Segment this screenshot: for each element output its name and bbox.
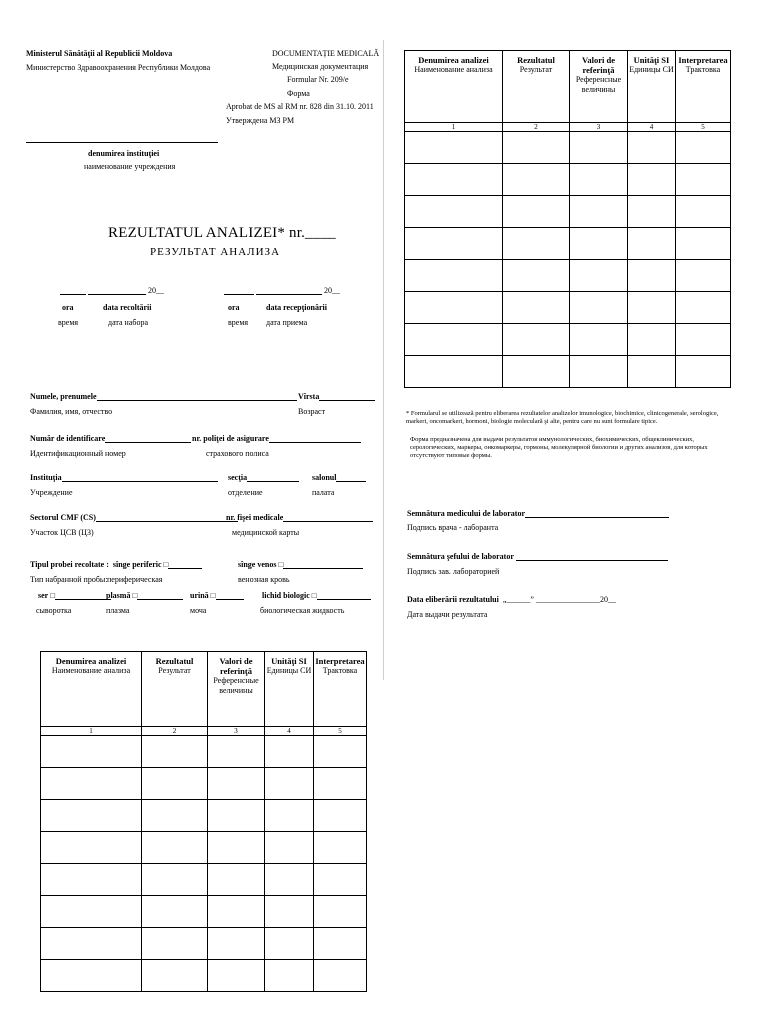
- collection-time-ru: время: [58, 318, 79, 327]
- col-number: 1: [41, 727, 142, 736]
- result-row: [41, 800, 367, 832]
- result-cell[interactable]: [208, 896, 265, 928]
- section-field[interactable]: secţia: [228, 474, 299, 482]
- result-cell[interactable]: [628, 196, 676, 228]
- result-cell[interactable]: [142, 896, 208, 928]
- col-header-name: Denumirea analizei Наименование анализа: [405, 51, 503, 123]
- result-cell[interactable]: [314, 832, 367, 864]
- result-row: [41, 896, 367, 928]
- result-cell[interactable]: [676, 356, 731, 388]
- result-cell[interactable]: [265, 800, 314, 832]
- result-cell[interactable]: [208, 736, 265, 768]
- col-number: 3: [208, 727, 265, 736]
- approved-ro: Aprobat de MS al RM nr. 828 din 31.10. 2011: [226, 102, 374, 111]
- result-row: [405, 132, 731, 164]
- result-row: [405, 164, 731, 196]
- result-cell[interactable]: [503, 292, 570, 324]
- result-cell[interactable]: [405, 260, 503, 292]
- result-cell[interactable]: [142, 832, 208, 864]
- col-header-units: Unităţi SI Единицы СИ: [265, 652, 314, 727]
- column-number-row: [41, 727, 367, 736]
- urine-checkbox[interactable]: □: [210, 591, 216, 600]
- result-cell[interactable]: [503, 132, 570, 164]
- page-title: REZULTATUL ANALIZEI* nr.____: [108, 225, 336, 241]
- col-header-result: Rezultatul Результат: [142, 652, 208, 727]
- lab-head-ru: Подпись зав. лабораторией: [407, 567, 500, 576]
- section-ru: отделение: [228, 488, 263, 497]
- fluid-row: lichid biologic □: [262, 592, 371, 600]
- result-cell[interactable]: [570, 132, 628, 164]
- policy-ru: страхового полиса: [206, 449, 269, 458]
- result-cell[interactable]: [142, 864, 208, 896]
- approved-ru: Утверждена МЗ РМ: [226, 116, 295, 125]
- serum-checkbox[interactable]: □: [50, 591, 56, 600]
- result-cell[interactable]: [676, 324, 731, 356]
- col-number: 4: [628, 123, 676, 132]
- result-cell[interactable]: [41, 832, 142, 864]
- result-cell[interactable]: [41, 960, 142, 992]
- result-cell[interactable]: [628, 132, 676, 164]
- result-cell[interactable]: [208, 960, 265, 992]
- sector-ru: Участок ЦСВ (ЦЗ): [30, 528, 94, 537]
- col-header-result: Rezultatul Результат: [503, 51, 570, 123]
- col-header-units: Unităţi SI Единицы СИ: [628, 51, 676, 123]
- result-row: [41, 864, 367, 896]
- result-cell[interactable]: [628, 356, 676, 388]
- result-cell[interactable]: [570, 260, 628, 292]
- footnote-ru: Форма предназначена для выдачи результатов иммунологических, биохимических, общеклинических, серологических, маркеры, онкомаркеры, гормоны, молекулярной биологии и других анализов, для которых отсутствуют типовые формы.: [410, 436, 708, 460]
- result-cell[interactable]: [503, 196, 570, 228]
- col-header-name: Denumirea analizei Наименование анализа: [41, 652, 142, 727]
- serum-ru: сыворотка: [36, 606, 72, 615]
- col-header-reference: Valori de referinţă Референсные величины: [570, 51, 628, 123]
- result-row: [41, 960, 367, 992]
- venous-ru: венозная кровь: [238, 575, 290, 584]
- result-cell[interactable]: [142, 736, 208, 768]
- result-row: [405, 324, 731, 356]
- result-cell[interactable]: [405, 164, 503, 196]
- result-cell[interactable]: [503, 260, 570, 292]
- issue-date-ru: Дата выдачи результата: [407, 610, 488, 619]
- collection-time-ro: ora: [62, 303, 74, 312]
- results-table-right: [404, 50, 731, 388]
- result-cell[interactable]: [676, 292, 731, 324]
- result-cell[interactable]: [208, 928, 265, 960]
- col-number: 3: [570, 123, 628, 132]
- footnote-ro: * Formularul se utilizează pentru eliberarea rezultatelor analizelor imunologice, biochimice, clinicogenerale, serologice, markeri, oncomarkeri, hormoni, biologie moleculară şi alte, pentru care nu sunt formulare tipice.: [406, 410, 719, 426]
- col-number: 2: [142, 727, 208, 736]
- lab-doctor-ru: Подпись врача - лаборанта: [407, 523, 499, 532]
- result-cell[interactable]: [628, 324, 676, 356]
- ward-field[interactable]: salonul: [312, 474, 366, 482]
- lab-doctor-signature[interactable]: Semnătura medicului de laborator: [407, 510, 669, 518]
- peripheral-checkbox[interactable]: □: [163, 560, 169, 569]
- result-cell[interactable]: [570, 324, 628, 356]
- sample-type-row: Tipul probei recoltate : sînge periferic □: [30, 561, 202, 569]
- reception-line[interactable]: 20__: [224, 287, 340, 295]
- result-cell[interactable]: [503, 228, 570, 260]
- result-cell[interactable]: [676, 260, 731, 292]
- result-cell[interactable]: [570, 356, 628, 388]
- result-cell[interactable]: [570, 196, 628, 228]
- result-cell[interactable]: [208, 768, 265, 800]
- page-subtitle: РЕЗУЛЬТАТ АНАЛИЗА: [150, 246, 281, 258]
- plasma-row: plasmă □: [106, 592, 183, 600]
- result-cell[interactable]: [628, 292, 676, 324]
- result-cell[interactable]: [503, 324, 570, 356]
- col-number: 5: [314, 727, 367, 736]
- col-header-interpretation: Interpretarea Трактовка: [676, 51, 731, 123]
- result-row: [41, 768, 367, 800]
- result-cell[interactable]: [570, 292, 628, 324]
- result-cell[interactable]: [503, 164, 570, 196]
- result-cell[interactable]: [628, 228, 676, 260]
- doc-ro: DOCUMENTAȚIE MEDICALĂ: [272, 49, 380, 58]
- inst-field[interactable]: Instituţia: [30, 474, 218, 482]
- collection-date-ru: дата набора: [108, 318, 149, 327]
- result-cell[interactable]: [628, 260, 676, 292]
- reception-time-ru: время: [228, 318, 249, 327]
- col-number: 1: [405, 123, 503, 132]
- result-cell[interactable]: [314, 800, 367, 832]
- policy-field[interactable]: nr. poliţei de asigurare: [192, 435, 361, 443]
- result-cell[interactable]: [314, 864, 367, 896]
- col-number: 4: [265, 727, 314, 736]
- result-cell[interactable]: [405, 132, 503, 164]
- result-row: [41, 928, 367, 960]
- collection-date-ro: data recoltării: [103, 303, 152, 312]
- page-divider: [383, 40, 384, 680]
- result-cell[interactable]: [405, 196, 503, 228]
- col-header-reference: Valori de referinţă Референсные величины: [208, 652, 265, 727]
- result-row: [405, 292, 731, 324]
- result-cell[interactable]: [628, 164, 676, 196]
- sample-type-ru: Тип набранной пробы:: [30, 575, 108, 584]
- file-ru: медицинской карты: [232, 528, 300, 537]
- result-cell[interactable]: [208, 864, 265, 896]
- id-ru: Идентификационный номер: [30, 449, 126, 458]
- id-field[interactable]: Număr de identificare: [30, 435, 191, 443]
- column-number-row: [405, 123, 731, 132]
- result-cell[interactable]: [570, 164, 628, 196]
- result-cell[interactable]: [265, 736, 314, 768]
- reception-date-ru: дата приема: [266, 318, 308, 327]
- result-cell[interactable]: [314, 960, 367, 992]
- result-cell[interactable]: [142, 800, 208, 832]
- plasma-ru: плазма: [106, 606, 130, 615]
- venous-checkbox[interactable]: □: [278, 560, 284, 569]
- result-cell[interactable]: [405, 356, 503, 388]
- ministry-ru: Министерство Здравоохранения Республики Молдова: [26, 63, 211, 72]
- institution-label-ro: denumirea instituţiei: [88, 149, 160, 158]
- result-cell[interactable]: [142, 960, 208, 992]
- result-row: [41, 832, 367, 864]
- result-cell[interactable]: [405, 228, 503, 260]
- result-cell[interactable]: [265, 864, 314, 896]
- result-cell[interactable]: [314, 928, 367, 960]
- age-field[interactable]: Vîrsta: [298, 393, 375, 401]
- result-cell[interactable]: [41, 928, 142, 960]
- result-cell[interactable]: [503, 356, 570, 388]
- venous-row: sînge venos □: [238, 561, 363, 569]
- result-cell[interactable]: [41, 768, 142, 800]
- result-cell[interactable]: [265, 832, 314, 864]
- result-cell[interactable]: [265, 896, 314, 928]
- issue-date-field[interactable]: Data eliberării rezultatului „______” ________________20__: [407, 595, 616, 604]
- result-cell[interactable]: [41, 864, 142, 896]
- result-cell[interactable]: [208, 800, 265, 832]
- peripheral-ru: периферическая: [107, 575, 163, 584]
- lab-head-signature[interactable]: Semnătura şefului de laborator: [407, 553, 668, 561]
- institution-line[interactable]: [26, 142, 218, 143]
- reception-date-ro: data recepţionării: [266, 303, 327, 312]
- form-number: Formular Nr. 209/e: [287, 75, 349, 84]
- result-cell[interactable]: [208, 832, 265, 864]
- result-cell[interactable]: [265, 960, 314, 992]
- col-number: 2: [503, 123, 570, 132]
- sector-field[interactable]: Sectorul CMF (CS): [30, 514, 238, 522]
- fluid-checkbox[interactable]: □: [311, 591, 317, 600]
- ministry-ro: Ministerul Sănătăţii al Republicii Moldova: [26, 49, 173, 58]
- result-cell[interactable]: [405, 292, 503, 324]
- result-cell[interactable]: [265, 928, 314, 960]
- result-cell[interactable]: [41, 736, 142, 768]
- result-cell[interactable]: [570, 228, 628, 260]
- result-row: [405, 196, 731, 228]
- result-cell[interactable]: [142, 768, 208, 800]
- institution-label-ru: наименование учреждения: [84, 162, 176, 171]
- form-ru: Форма: [287, 89, 310, 98]
- urine-row: urină □: [190, 592, 244, 600]
- result-row: [405, 260, 731, 292]
- inst-ru: Учреждение: [30, 488, 73, 497]
- reception-time-ro: ora: [228, 303, 240, 312]
- result-cell[interactable]: [265, 768, 314, 800]
- result-cell[interactable]: [676, 196, 731, 228]
- col-number: 5: [676, 123, 731, 132]
- fluid-ru: биологическая жидкость: [260, 606, 345, 615]
- plasma-checkbox[interactable]: □: [132, 591, 138, 600]
- file-field[interactable]: nr. fişei medicale: [226, 514, 373, 522]
- result-cell[interactable]: [142, 928, 208, 960]
- result-cell[interactable]: [676, 228, 731, 260]
- result-row: [41, 736, 367, 768]
- urine-ru: моча: [190, 606, 207, 615]
- result-cell[interactable]: [676, 164, 731, 196]
- result-cell[interactable]: [314, 896, 367, 928]
- result-row: [405, 356, 731, 388]
- collection-line[interactable]: 20__: [60, 287, 164, 295]
- result-cell[interactable]: [41, 896, 142, 928]
- result-row: [405, 228, 731, 260]
- result-cell[interactable]: [405, 324, 503, 356]
- age-ru: Возраст: [298, 407, 326, 416]
- result-cell[interactable]: [314, 768, 367, 800]
- serum-row: ser □: [38, 592, 111, 600]
- name-field[interactable]: Numele, prenumele: [30, 393, 297, 401]
- doc-ru: Медицинская документация: [272, 62, 369, 71]
- result-cell[interactable]: [676, 132, 731, 164]
- result-cell[interactable]: [314, 736, 367, 768]
- ward-ru: палата: [312, 488, 335, 497]
- name-ru: Фамилия, имя, отчество: [30, 407, 113, 416]
- result-cell[interactable]: [41, 800, 142, 832]
- results-table-left: [40, 651, 367, 992]
- col-header-interpretation: Interpretarea Трактовка: [314, 652, 367, 727]
